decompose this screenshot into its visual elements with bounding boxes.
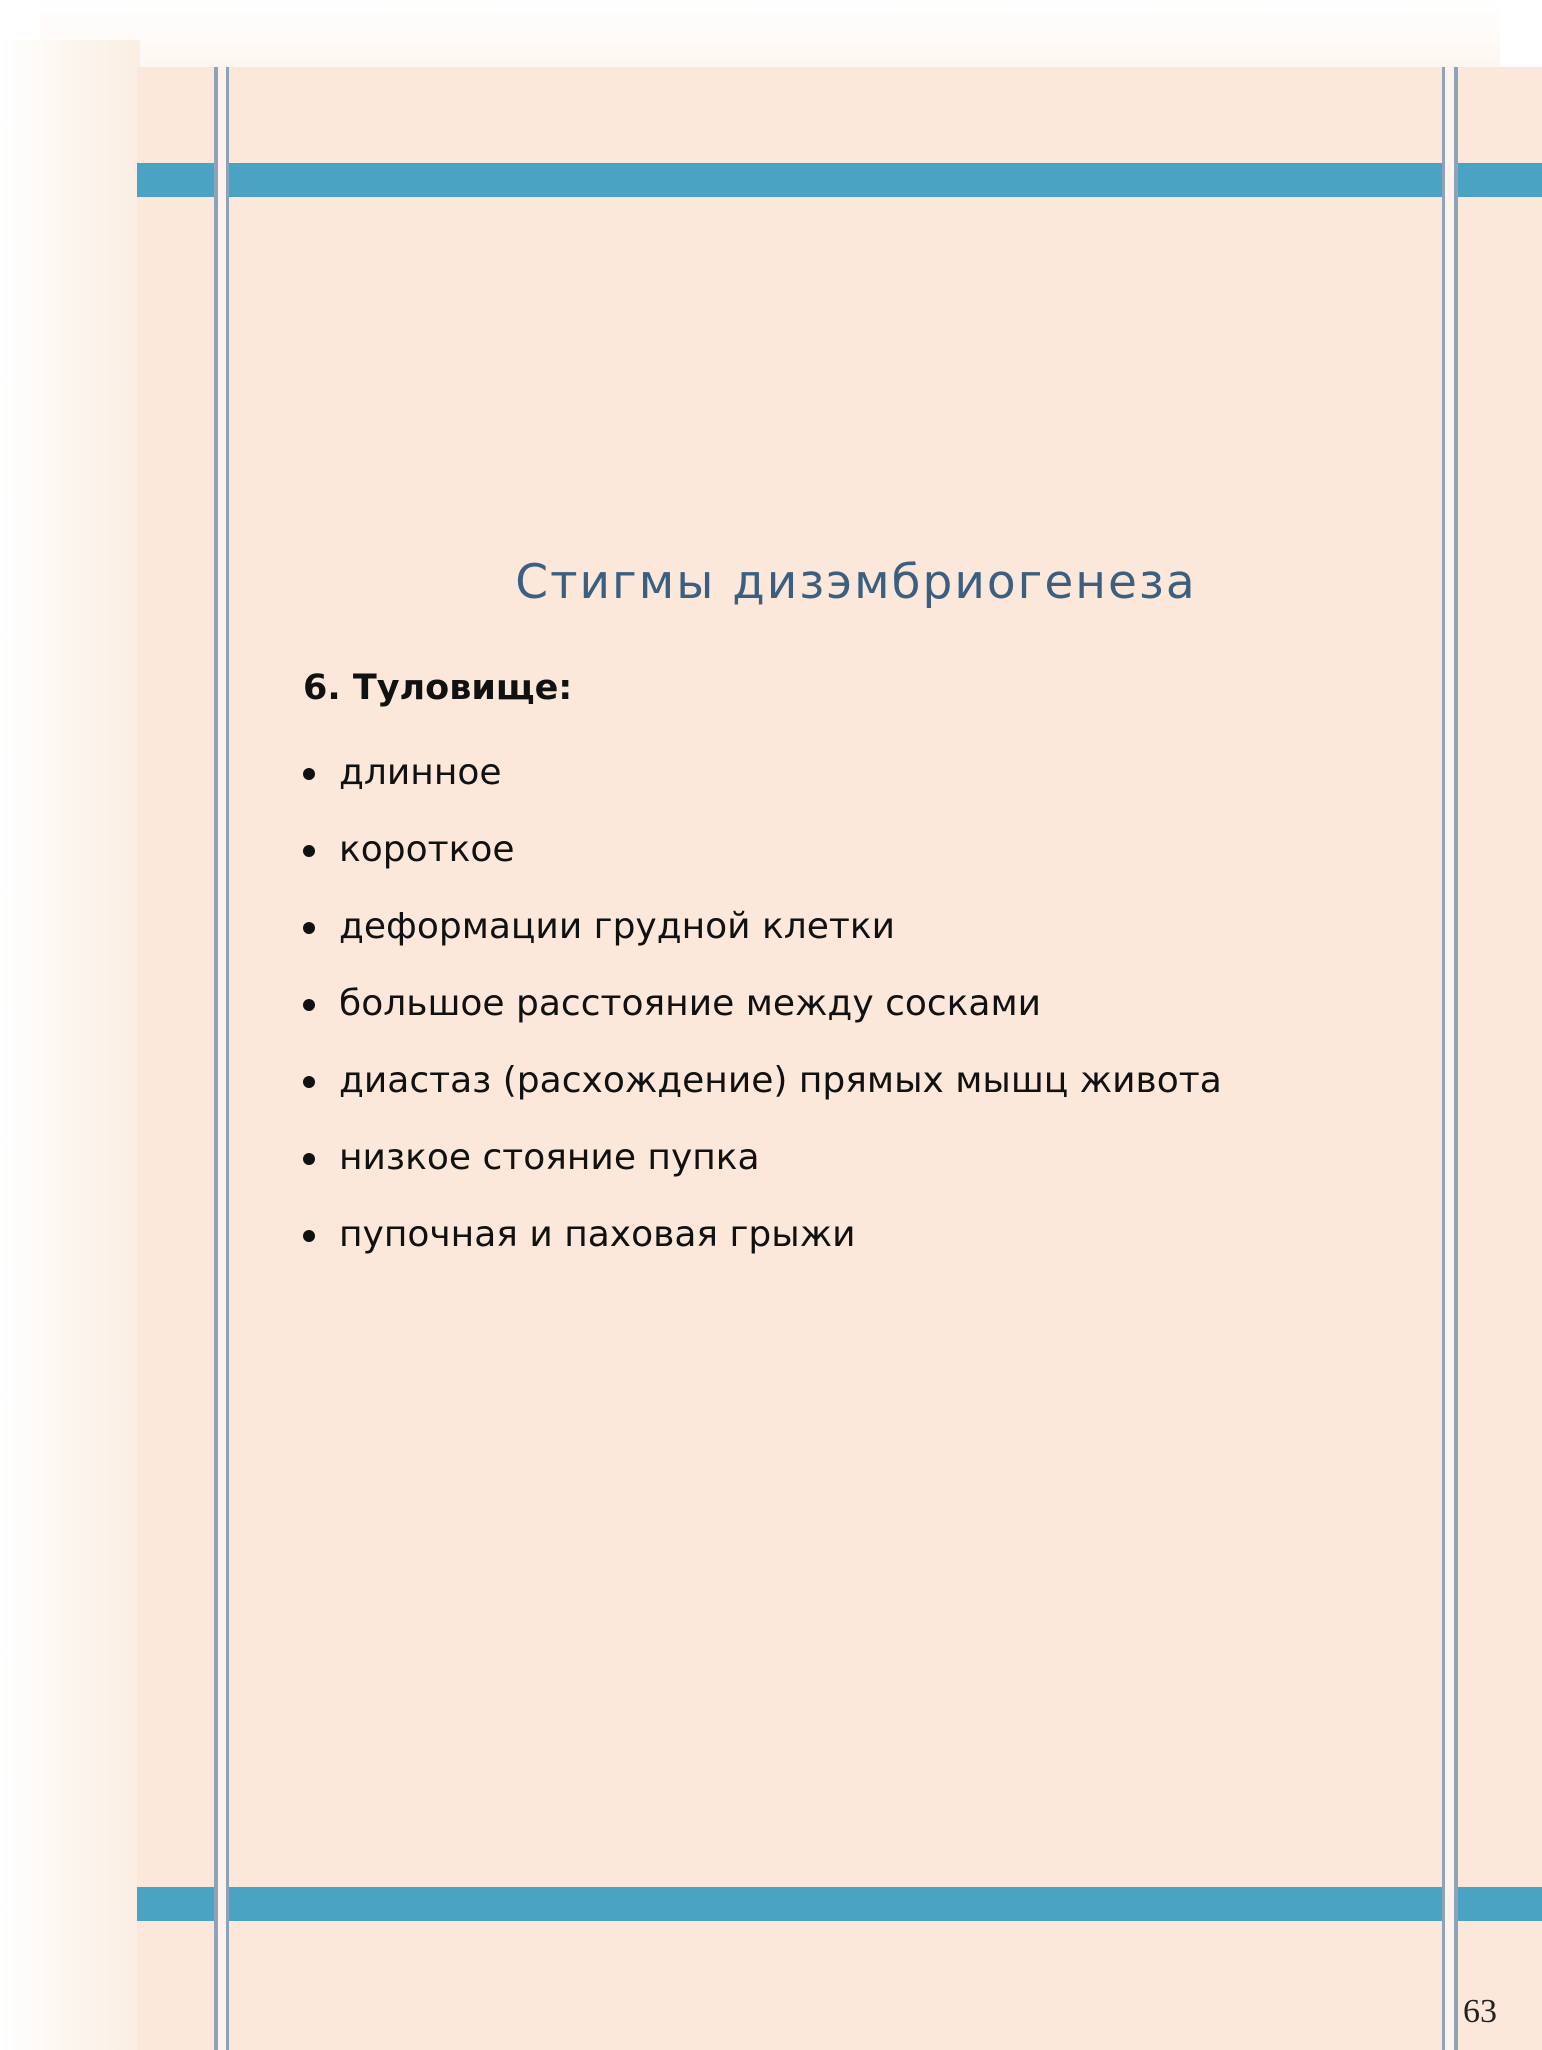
list-item-text: диастаз (расхождение) прямых мышц живота xyxy=(339,1060,1222,1101)
bullet-icon xyxy=(303,999,315,1011)
list-item xyxy=(303,1213,1222,1290)
list-item-text: пупочная и паховая грыжи xyxy=(339,1214,856,1255)
list-item-text: длинное xyxy=(339,752,502,793)
frame-line-right-outer xyxy=(1454,67,1458,2050)
bullet-icon xyxy=(303,1076,315,1088)
bottom-band xyxy=(137,1887,1542,1921)
list-item-text: деформации грудной клетки xyxy=(339,906,896,947)
list-item xyxy=(303,828,1222,905)
page-shadow-left xyxy=(0,40,140,2050)
frame-cross-bl2 xyxy=(226,1887,229,1921)
bullet-icon xyxy=(303,1230,315,1242)
frame-cross-gap-bl xyxy=(218,1887,226,1921)
list-item xyxy=(303,1059,1222,1136)
frame-cross-gap-br xyxy=(1445,1887,1454,1921)
frame-cross-tr2 xyxy=(1454,163,1458,197)
frame-gap-left xyxy=(218,67,226,2050)
frame-line-left-inner xyxy=(226,67,229,2050)
slide-title: Стигмы дизэмбриогенеза xyxy=(515,555,1197,610)
section-heading: 6. Туловище: xyxy=(303,668,573,708)
bullet-icon xyxy=(303,922,315,934)
list-item xyxy=(303,1136,1222,1213)
frame-cross-gap-tl xyxy=(218,163,226,197)
frame-cross-tl2 xyxy=(226,163,229,197)
frame-cross-gap-tr xyxy=(1445,163,1454,197)
frame-cross-br2 xyxy=(1454,1887,1458,1921)
bullet-icon xyxy=(303,1153,315,1165)
list-item xyxy=(303,982,1222,1059)
list-item xyxy=(303,751,1222,828)
frame-gap-right xyxy=(1445,67,1454,2050)
bullet-icon xyxy=(303,845,315,857)
page-number: 63 xyxy=(1463,1993,1497,2030)
list-item-text: большое расстояние между сосками xyxy=(339,983,1042,1024)
bullet-icon xyxy=(303,768,315,780)
bullet-list xyxy=(303,751,1222,1290)
list-item xyxy=(303,905,1222,982)
top-band xyxy=(137,163,1542,197)
list-item-text: низкое стояние пупка xyxy=(339,1137,760,1178)
list-item-text: короткое xyxy=(339,829,515,870)
page-shadow-top xyxy=(40,0,1500,72)
